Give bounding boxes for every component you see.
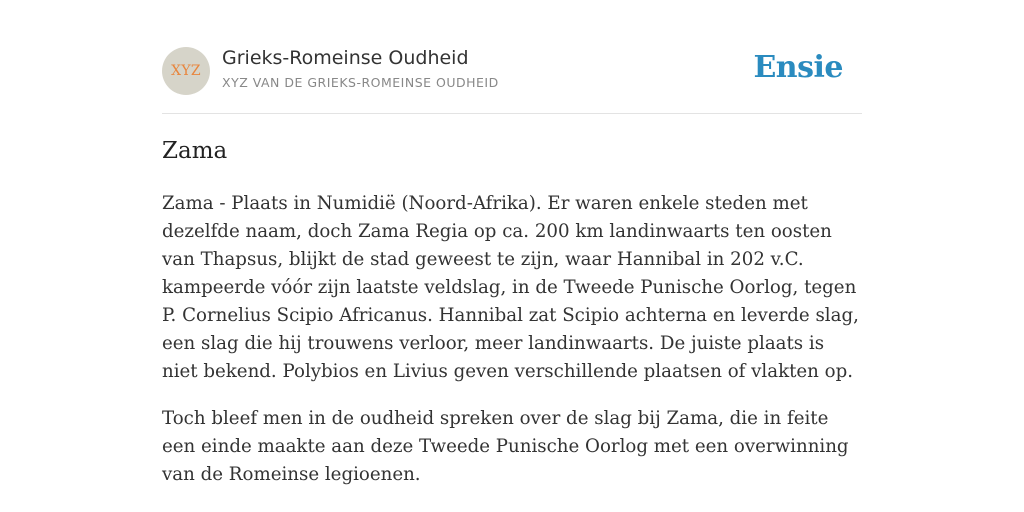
entry-paragraph: Toch bleef men in de oudheid spreken over de slag bij Zama, die in feite een einde maakte aan deze Tweede Punische Oorlog met een overwinning van de Romeinse legioenen. xyxy=(162,408,849,485)
entry-title: Zama xyxy=(162,138,228,164)
source-subtitle[interactable]: XYZ VAN DE GRIEKS-ROMEINSE OUDHEID xyxy=(222,75,499,90)
source-avatar[interactable] xyxy=(162,47,210,95)
source-title[interactable]: Grieks-Romeinse Oudheid xyxy=(222,47,469,69)
entry-content xyxy=(162,190,864,508)
brand-logo[interactable]: Ensie xyxy=(753,50,843,85)
avatar-label: XYZ xyxy=(171,63,201,79)
entry-paragraph: Zama - Plaats in Numidië (Noord-Afrika). Er waren enkele steden met dezelfde naam, doch Zama Regia op ca. 200 km landinwaarts ten oosten van Thapsus, blijkt de stad geweest te zijn, waar Hannibal in 202 v.C. kampeerde vóór zijn laatste veldslag, in de Tweede Punische Oorlog, tegen P. Cornelius Scipio Africanus. Hannibal zat Scipio achterna en leverde slag, een slag die hij trouwens verloor, meer landinwaarts. De juiste plaats is niet bekend. Polybios en Livius geven verschillende plaatsen of vlakten op. xyxy=(162,193,859,382)
header-divider xyxy=(162,113,862,114)
source-header xyxy=(162,46,862,96)
